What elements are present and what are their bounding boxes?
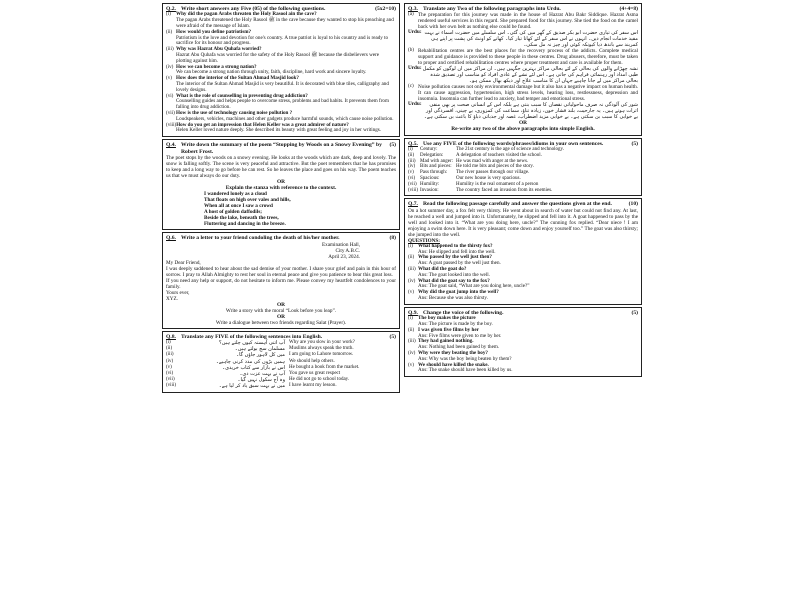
answer-text: Ans: The goat said, “What are you doing here, uncle?” [418,283,530,290]
question-number: (i) [408,242,413,249]
vocab-word: Century: [420,147,438,153]
q6-alt-2: Write a dialogue between two friends regarding Salat (Prayer). [215,319,347,326]
question-number: (i) [408,315,413,322]
q2-number: Q.2. [166,6,176,12]
english-translation: He did not go to school today. [289,377,350,383]
q6-or-1: OR [276,301,286,308]
row-number: (ii) [166,346,173,352]
answer-text: Ans: The goat looked into the well. [418,271,490,278]
q7-items [408,244,638,302]
answer-text: Ans: The picture is made by the boy. [418,320,493,327]
q3-title: Translate any Two of the following paragraphs into Urdu. [423,6,561,12]
vocab-sentence: A delegation of teachers visited the school. [456,152,542,158]
paragraph-number: (b) [408,47,414,54]
urdu-translation [408,66,638,84]
question-text: What did the goat say to the fox? [418,277,490,284]
urdu-label: Urdu: [408,65,422,72]
question-number: (viii) [166,121,177,128]
q4-summary: The poet stops by the woods on a snowy evening. He looks at the woods which are dark, deep and lovely. The snow is falling softly. The scene is very peaceful and attractive. But the poet remembers that he has promises to keep and a long way to go before he can rest. So he leaves the place and goes on his way. The poem teaches us that we must always do our duty. [166,154,396,179]
q7-box [404,198,642,304]
question-number: (iv) [166,63,174,70]
question-text: Why did the pagan Arabs threaten the Holy Rasool ain the cave? [176,11,317,18]
question-number: (iii) [166,46,174,53]
answer-text: Ans: Five films were given to me by her. [418,332,502,339]
vocab-sentence: The 21st century is the age of science and technology. [456,147,564,153]
paragraph-number: (a) [408,11,414,18]
row-number: (v) [408,170,414,176]
letter-address [166,242,396,260]
q5-rows [408,147,638,193]
paragraph-text: Rehabilitation centres are the best places for the recovery process of the addicts. Complete medical support and guidance is provided to these people in these centres. Drug abusers, therefore, must be taken to proper and certified rehabilitation centres where proper treatment and care is available for them. [418,48,638,67]
right-column [404,3,642,379]
paragraph-item [408,48,638,66]
question-number: (vii) [166,109,175,116]
row-number: (vii) [166,377,175,383]
q4-title: Write down the summary of the poem “Stopping by Woods on a Snowy Evening” by Robert Frost. [181,142,382,155]
row-number: (iv) [408,164,416,170]
q5-title: Use any FIVE of the following words/phrases/idioms in your own sentences. [423,140,604,147]
q3-box [404,3,642,136]
answer-text: Patriotism is the love and devotion for one's country. A true patriot is loyal to his country and is ready to sacrifice for its honour and progress. [176,34,389,47]
paragraph-text: Noise pollution causes not only environmental damage but it also has a negative impact on human health. It can cause aggression, hypertension, high stress levels, hearing loss, restlessness, depression and insomnia. Insomnia can further lead to anxiety, bad temper and emotional stress. [418,84,638,103]
urdu-label: Urdu: [408,29,422,36]
q6-or-2: OR [276,313,286,320]
vocab-word: Pass through: [420,170,448,176]
q6-alt-1: Write a story with the moral “Look before you leap”. [225,307,337,314]
row-number: (i) [166,339,171,345]
question-text: They had gained nothing. [418,338,474,345]
question-text: We should have killed the snake. [418,361,489,368]
question-number: (vi) [166,92,174,99]
answer-text: Ans: A goat passed by the well just then. [418,260,501,267]
q4-box [162,139,400,230]
question-text: Who passed by the well just then? [418,254,492,261]
answer-text: The interior of the Sultan Ahmad Masjid is very beautiful. It is decorated with blue tiles, calligraphy and lovely designs. [176,80,389,93]
paragraph-text: The preparation for this journey was made in the house of Hazrat Abu Bakr Siddique. Hazrat Asma rendered useful services in this regard. She prepared food for this journey. She tied the food on the camel back with her own belt as nothing else could be found. [418,12,638,31]
row-number: (viii) [408,187,418,193]
english-translation: Why are you slow in your work? [289,339,355,345]
poem-line: A host of golden daffodils; [204,209,262,216]
q9-title: Change the voice of the following. [423,309,504,316]
q4-number: Q.4. [166,142,176,149]
question-number: (ii) [166,28,173,35]
q7-title: Read the following passage carefully and answer the questions given at the end. [423,201,612,208]
letter-closing [166,290,396,302]
english-translation: Muslims always speak the truth. [289,346,354,352]
q4-alt-question: Explain the stanza with reference to the context. [225,184,337,191]
question-number: (v) [408,361,414,368]
urdu-sentence: اس نے بازار سے کتاب خریدی۔ [222,364,285,371]
letter-salutation: My Dear Friend, [166,259,201,266]
q3-paragraphs [408,12,638,120]
question-number: (ii) [408,254,415,261]
row-number: (vi) [166,370,174,376]
question-text: Why were they beating the boy? [418,349,488,356]
question-number: (v) [166,75,172,82]
english-translation: You gave us great respect [289,370,341,376]
q8-number: Q.8. [166,333,176,340]
q2-marks: (5x2=10) [375,6,396,12]
question-number: (iii) [408,265,416,272]
q3-or: OR [518,120,528,127]
vocab-row [408,188,638,194]
urdu-sentence: مسلمان سچ بولتے ہیں۔ [234,346,285,353]
q5-box [404,138,642,197]
q2-box [162,3,400,137]
question-text: How we can become a strong nation? [176,63,257,70]
row-number: (ii) [408,152,415,158]
question-text: I was given five films by her [418,326,479,333]
english-translation: I am going to Lahore tomorrow. [289,352,354,358]
q4-poem [166,191,396,227]
question-number: (i) [166,11,171,18]
question-number: (v) [408,289,414,296]
answer-text: Ans: The snake should have been killed by us. [418,367,513,374]
q6-number: Q.6. [166,235,176,242]
english-translation: I have learnt my lesson. [289,383,337,389]
answer-text: Counselling guides and helps people to overcome stress, problems and bad habits. It prevents them from falling into drug addiction. [176,98,389,111]
question-text: How would you define patriotism? [176,28,251,35]
row-number: (v) [166,364,172,370]
question-number: (iii) [408,338,416,345]
urdu-sentence: آپ اتنی آہستہ کیوں چلتے ہیں؟ [219,339,285,346]
q3-number: Q.3. [408,6,418,12]
vocab-sentence: He told me bits and pieces of the story. [456,164,534,170]
vocab-word: Bits and pieces: [420,164,452,170]
question-text: Why was Hazrat Abu Quhafa worried? [176,46,262,53]
row-number: (vii) [408,181,417,187]
q8-rows [166,340,396,390]
row-number: (vi) [408,176,416,181]
q8-box [162,331,400,393]
poem-line: That floats on high over vales and hills, [204,197,291,204]
urdu-label: Urdu: [408,101,422,108]
letter-body-2: If you need any help or support, do not hesitate to inform me. Please convey my heartfelt condolences to your family. [166,277,396,290]
answer-text: Ans: Why was the boy being beaten by them? [418,355,512,362]
answer-text: The pagan Arabs threatened the Holy Rasool ﷺ in the cave because they wanted to stop his preaching and were afraid of the message of Islam. [176,17,394,29]
q5-number: Q.5. [408,140,418,147]
vocab-sentence: The country faced an invasion from its enemies. [456,187,553,193]
q6-title: Write a letter to your friend condoling the death of his/her mother. [181,235,340,242]
paragraph-item [408,84,638,102]
urdu-sentence: میں کل لاہور جاؤں گا۔ [236,352,285,359]
question-number: (iv) [408,349,416,356]
left-column [162,3,400,395]
poem-line: Beside the lake, beneath the trees, [204,215,279,222]
vocab-sentence: Humility is the real ornament of a person [456,181,539,187]
english-translation: He bought a book from the market. [289,364,360,370]
q6-header [166,235,396,241]
vocab-sentence: Our new house is very spacious. [456,176,521,181]
answer-text: Ans: Because she was also thirsty. [418,294,488,301]
poem-line: Fluttering and dancing in the breeze. [204,221,286,228]
address-line: Examination Hall, [321,241,360,248]
urdu-text: شور کی آلودگی نہ صرف ماحولیاتی نقصان کا سبب بنتی ہے بلکہ اس کے انسانی صحت پر بھی منفی اثرات ہوتے ہیں۔ یہ جارحیت، بلند فشار خون، زیادہ تناؤ، سماعت کی کمزوری، بے چینی، افسردگی اور بے خوابی کا سبب بن سکتی ہے۔ بے خوابی مزید اضطراب، غصہ اور جذباتی دباؤ کا باعث بن سکتی ہے۔ [423,102,638,121]
q7-marks: (10) [628,201,638,208]
vocab-word: Humility: [420,181,440,187]
q7-header [408,201,638,207]
question-number: (iv) [408,277,416,284]
q7-questions-label: QUESTIONS: [408,237,440,244]
urdu-text: اس سفر کی تیاری حضرت ابو بکر صدیق کے گھر میں کی گئی۔ اس سلسلے میں حضرت اسماء نے بہت مفید خدمات انجام دیں۔ انہوں نے اس سفر کے لئے کھانا تیار کیا۔ کھانے کو اونٹ کی پشت پر اپنے ہی کمربند سے باندھ دیا کیونکہ کوئی اور چیز نہ مل سکی۔ [424,30,638,49]
q7-passage: On a hot summer day, a fox felt very thirsty. He went about in search of water but could not find any. At last, he reached a well and jumped into it. Unfortunately, he slipped and fell into it. A goat happened to pass by the well and looked into it. “What are you doing here, uncle?” The cunning fox replied. “Dear niece ! I am enjoying a swim down here. It is very pleasant; come down and enjoy yourself too.” The goat was also thirsty; she jumped into the well. [408,207,638,238]
q9-marks: (5) [631,309,638,316]
urdu-sentence: میں نے بہت سبق یاد کر لیا ہے۔ [218,383,285,390]
paragraph-number: (c) [408,83,414,90]
urdu-text: نشہ چھڑانے والوں کی بحالی کے لئے بحالی مراکز بہترین جگہیں ہیں۔ ان مراکز میں ان لوگوں کو مکمل طبی امداد اور رہنمائی فراہم کی جاتی ہے۔ اس لئے نشے کے عادی افراد کو مناسب اور تصدیق شدہ بحالی مراکز میں لے جانا چاہیے جہاں ان کا مناسب علاج اور دیکھ بھال ممکن ہو۔ [422,66,638,85]
vocab-word: Invasion: [420,187,439,193]
answer-text: Helen Keller loved nature deeply. She described its beauty with great feeling and joy in her writings. [176,127,382,134]
address-line: April 23, 2024. [328,253,360,260]
q9-number: Q.9. [408,309,418,316]
urdu-translation [408,102,638,120]
q5-marks: (5) [631,140,638,147]
q3-alt: Re-write any two of the above paragraphs into simple English. [451,126,595,133]
question-text: What happened to the thirsty fox? [418,242,493,249]
poem-line: When all at once I saw a crowd [204,203,273,210]
question-text: What did the goat do? [418,265,467,272]
answer-text: We can become a strong nation through unity, faith, discipline, hard work and sincere loyalty. [176,69,367,76]
vocab-sentence: He was mad with anger at the news. [456,158,529,164]
urdu-sentence: آپ نے بہت عزت دی۔ [239,370,285,377]
row-number: (iii) [408,158,416,164]
question-text: How does the interior of the Sultan Ahmad Masjid look? [176,75,299,82]
letter-body: I was deeply saddened to hear about the sad demise of your mother. I share your grief and pain in this hour of sorrow. I pray to Allah Almighty to rest her soul in eternal peace and give you patience to bear this great loss. [166,265,396,278]
q2-title: Write short answers any Five (05) of the following questions. [181,6,326,12]
urdu-sentence: وہ آج سکول نہیں گیا۔ [237,377,285,384]
vocab-word: Mad with anger: [420,158,454,164]
row-number: (iii) [166,352,174,358]
urdu-translation [408,30,638,48]
row-number: (viii) [166,383,176,389]
q3-marks: (4+4=8) [619,6,638,12]
answer-text: Hazrat Abu Quhafa was worried for the safety of the Holy Rasool ﷺ because the disbelievers were plotting against him. [176,51,380,64]
q4-or: OR [276,178,286,185]
q8-title: Translate any FIVE of the following sentences into English. [181,333,323,340]
question-text: The boy makes the picture [418,315,476,322]
closing-line: Yours ever, [166,289,190,296]
translation-row [166,383,396,389]
question-text: Why did the goat jump into the well? [418,289,499,296]
q8-marks: (5) [389,333,396,340]
q4-marks: (5) [389,142,396,149]
poem-line: I wandered lonely as a cloud [204,191,267,198]
question-text: How do you get an impression that Helen Keller was a great admirer of nature? [176,121,349,128]
row-number: (iv) [166,358,174,364]
question-text: How is the use of technology causing noise pollution ? [176,109,293,116]
q2-items [166,12,396,134]
paragraph-item [408,12,638,30]
answer-text: Ans: Nothing had been gained by them. [418,344,500,351]
vocab-word: Spacious: [420,176,440,181]
row-number: (i) [408,147,413,153]
question-number: (ii) [408,326,415,333]
q7-number: Q.7. [408,201,418,208]
english-translation: We should help others. [289,358,335,364]
closing-line: XYZ. [166,295,178,302]
q9-items [408,316,638,374]
q4-header [166,142,396,155]
answer-text: Ans: He slipped and fell into the well. [418,248,496,255]
question-text: What is the role of counselling in preventing drug addiction? [176,92,308,99]
vocab-sentence: The river passes through our village. [456,170,530,176]
urdu-sentence: ہمیں بڑوں کی مدد کرنی چاہیے۔ [215,358,285,365]
q6-marks: (8) [389,235,396,242]
vocab-word: Delegation: [420,152,444,158]
answer-text: Loudspeakers, vehicles, machines and other gadgets produce harmful sounds, which cause noise pollution. [176,115,394,122]
address-line: City A.B.C. [335,247,360,254]
q9-box [404,307,642,377]
q6-box [162,232,400,328]
